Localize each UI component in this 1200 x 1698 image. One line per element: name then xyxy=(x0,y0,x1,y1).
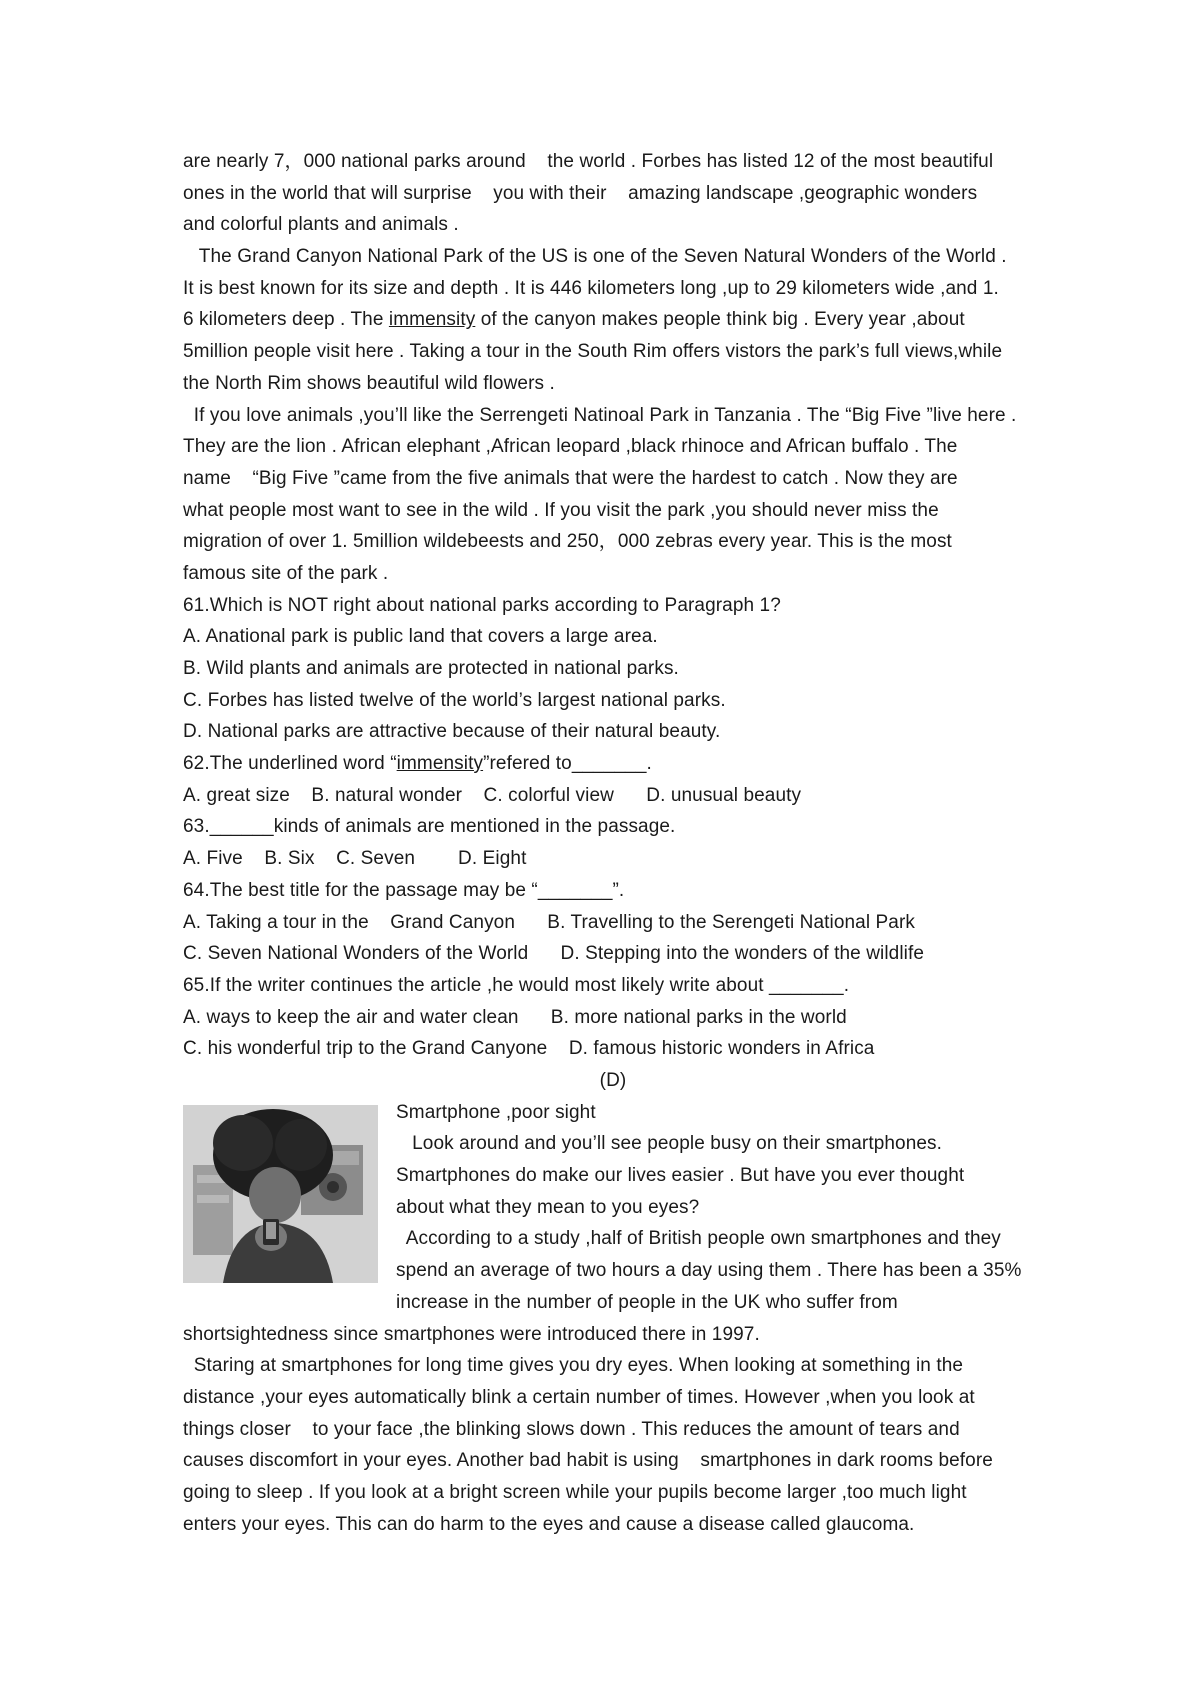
passage-line: famous site of the park . xyxy=(183,562,389,584)
passage-line: distance ,your eyes automatically blink a certain number of times. However ,when you look at xyxy=(183,1386,975,1408)
section-label: (D) xyxy=(599,1069,627,1091)
passage-line: migration of over 1. 5million wildebeests and 250，000 zebras every year. This is the most xyxy=(183,531,952,553)
passage-line: name “Big Five ”came from the five animals that were the hardest to catch . Now they are xyxy=(183,467,958,489)
question-stem: 64.The best title for the passage may be “_______”. xyxy=(183,879,625,901)
article-intro-text xyxy=(396,1097,1056,1287)
answer-options: A. great size B. natural wonder C. colorful view D. unusual beauty xyxy=(183,784,802,806)
passage-line: going to sleep . If you look at a bright screen while your pupils become larger ,too much light xyxy=(183,1481,967,1503)
passage-line: Look around and you’ll see people busy on their smartphones. xyxy=(396,1133,943,1155)
answer-option: B. Wild plants and animals are protected in national parks. xyxy=(183,658,679,679)
question-stem xyxy=(183,748,1043,780)
answer-options: C. his wonderful trip to the Grand Canyone D. famous historic wonders in Africa xyxy=(183,1038,875,1060)
answer-options: C. Seven National Wonders of the World D. Stepping into the wonders of the wildlife xyxy=(183,943,925,965)
passage-line: Smartphones do make our lives easier . But have you ever thought xyxy=(396,1165,965,1186)
passage-line: spend an average of two hours a day using them . There has been a 35% xyxy=(396,1260,1022,1282)
underlined-word: immensity xyxy=(396,753,484,775)
passage-line: what people most want to see in the wild . If you visit the park ,you should never miss the xyxy=(183,499,939,521)
underlined-word: immensity xyxy=(388,309,476,331)
passage-line: causes discomfort in your eyes. Another bad habit is using smartphones in dark rooms before xyxy=(183,1450,993,1472)
answer-options: A. ways to keep the air and water clean B. more national parks in the world xyxy=(183,1006,847,1028)
text-span: 6 kilometers deep . The xyxy=(183,309,389,331)
passage-line: and colorful plants and animals . xyxy=(183,214,459,236)
passage-line xyxy=(183,304,1043,336)
article-title: Smartphone ,poor sight xyxy=(396,1101,596,1123)
passage-line: According to a study ,half of British people own smartphones and they xyxy=(396,1228,1001,1250)
passage-line: They are the lion . African elephant ,African leopard ,black rhinoce and African buffalo . The xyxy=(183,436,958,458)
text-span: 62.The underlined word “ xyxy=(183,753,397,775)
question-stem: 61.Which is NOT right about national parks according to Paragraph 1? xyxy=(183,594,781,616)
answer-options: A. Taking a tour in the Grand Canyon B. Travelling to the Serengeti National Park xyxy=(183,911,916,933)
answer-option: C. Forbes has listed twelve of the world’s largest national parks. xyxy=(183,689,726,711)
answer-option: D. National parks are attractive because of their natural beauty. xyxy=(183,721,721,743)
text-span: of the canyon makes people think big . Every year ,about xyxy=(475,309,965,331)
passage-line: 5million people visit here . Taking a tour in the South Rim offers vistors the park’s full views,while xyxy=(183,341,1003,363)
passage-line: Staring at smartphones for long time gives you dry eyes. When looking at something in the xyxy=(183,1355,964,1377)
passage-line: are nearly 7，000 national parks around the world . Forbes has listed 12 of the most beautiful xyxy=(183,151,994,172)
passage-line: ones in the world that will surprise you with their amazing landscape ,geographic wonders xyxy=(183,182,978,204)
passage-line: shortsightedness since smartphones were introduced there in 1997. xyxy=(183,1323,760,1345)
article-intro xyxy=(183,1097,1043,1287)
answer-option: A. Anational park is public land that covers a large area. xyxy=(183,626,658,648)
text-span: ”refered to_______. xyxy=(483,753,652,775)
passage-line: increase in the number of people in the UK who suffer from xyxy=(396,1291,898,1313)
passage-line: If you love animals ,you’ll like the Serrengeti Natinoal Park in Tanzania . The “Big Five ”live here . xyxy=(183,404,1017,426)
question-stem: 63.______kinds of animals are mentioned in the passage. xyxy=(183,816,676,838)
passage-line: It is best known for its size and depth . It is 446 kilometers long ,up to 29 kilometers wide ,and 1. xyxy=(183,277,999,299)
question-stem: 65.If the writer continues the article ,he would most likely write about _______. xyxy=(183,974,850,996)
passage-line: things closer to your face ,the blinking slows down . This reduces the amount of tears and xyxy=(183,1418,960,1440)
document-page xyxy=(183,146,1043,1540)
passage-line: The Grand Canyon National Park of the US is one of the Seven Natural Wonders of the World . xyxy=(183,246,1007,268)
answer-options: A. Five B. Six C. Seven D. Eight xyxy=(183,848,527,870)
smartphone-photo xyxy=(183,1105,378,1283)
passage-line: about what they mean to you eyes? xyxy=(396,1196,700,1218)
passage-line: the North Rim shows beautiful wild flowers . xyxy=(183,372,555,394)
passage-line: enters your eyes. This can do harm to the eyes and cause a disease called glaucoma. xyxy=(183,1513,915,1535)
